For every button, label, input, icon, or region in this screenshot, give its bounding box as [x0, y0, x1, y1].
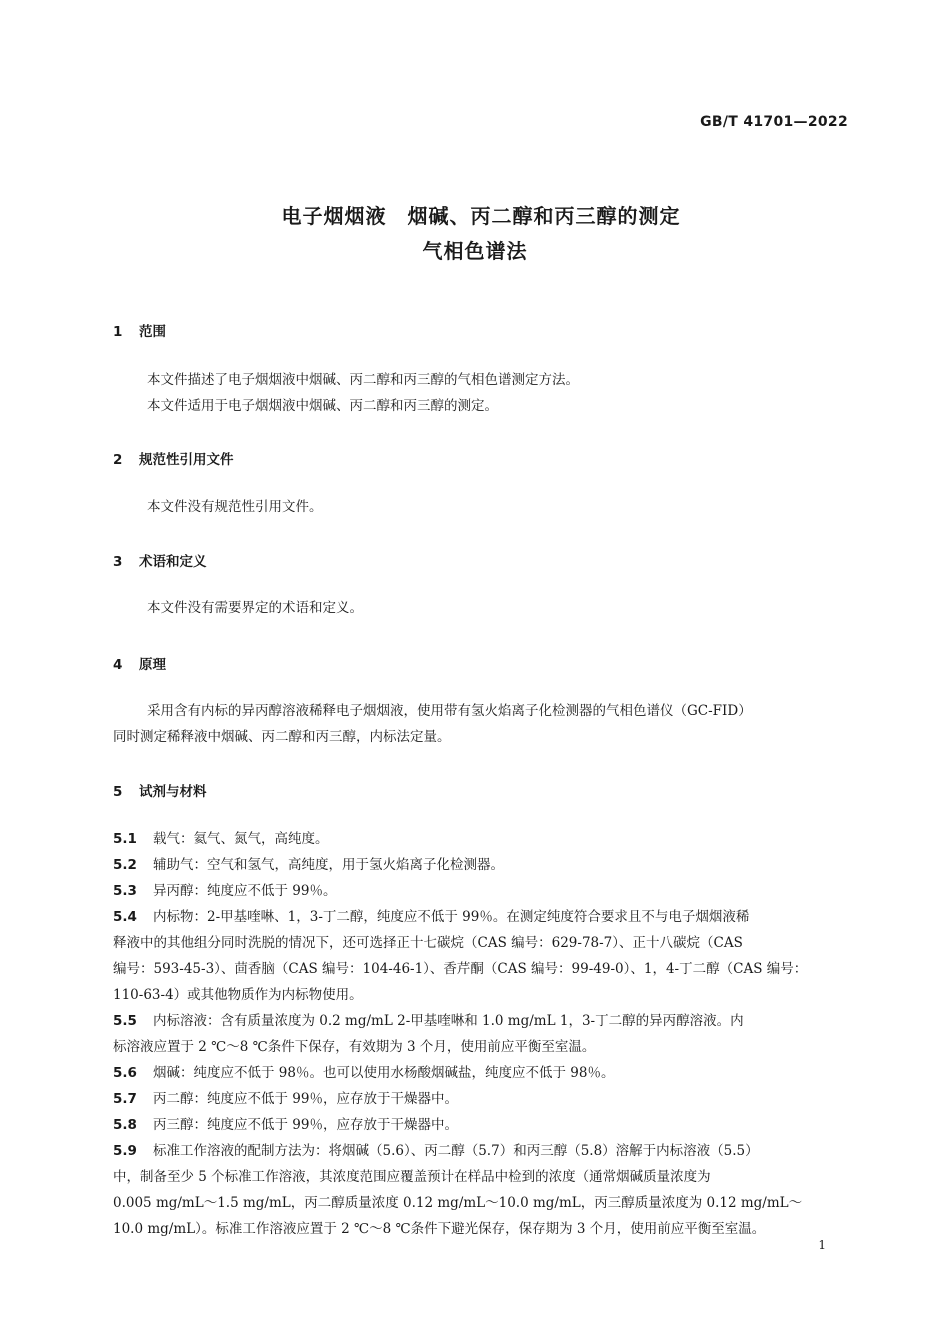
section-5-number: 5	[113, 784, 123, 800]
document-title-line-1: 电子烟烟液 烟碱、丙二醇和丙三醇的测定	[281, 204, 681, 228]
item-5-9-text-line-3: 0.005 mg/mL～1.5 mg/mL，丙二醇质量浓度 0.12 mg/mL～10.0 mg/mL，丙三醇质量浓度为 0.12 mg/mL～	[113, 1195, 803, 1211]
item-5-9-text-line-1: 标准工作溶液的配制方法为：将烟碱（5.6）、丙二醇（5.7）和丙三醇（5.8）溶解于内标溶液（5.5）	[153, 1143, 759, 1159]
section-1-paragraph-1: 本文件描述了电子烟烟液中烟碱、丙二醇和丙三醇的气相色谱测定方法。	[147, 372, 579, 388]
item-5-3-text: 异丙醇：纯度应不低于 99％。	[153, 883, 337, 899]
section-5-heading	[113, 780, 207, 800]
item-5-4-text-line-3: 编号：593-45-3）、茴香脑（CAS 编号：104-46-1）、香芹酮（CAS 编号：99-49-0）、1，4-丁二醇（CAS 编号：	[113, 961, 808, 977]
section-2-title: 规范性引用文件	[139, 452, 234, 468]
item-5-5-number: 5.5	[113, 1013, 137, 1029]
item-5-7	[113, 1087, 458, 1107]
section-1-heading	[113, 320, 166, 340]
item-5-5-text-line-1: 内标溶液：含有质量浓度为 0.2 mg/mL 2-甲基喹啉和 1.0 mg/mL 1，3-丁二醇的异丙醇溶液。内	[153, 1013, 744, 1029]
item-5-5-text-line-2: 标溶液应置于 2 ℃～8 ℃条件下保存，有效期为 3 个月，使用前应平衡至室温。	[113, 1039, 596, 1055]
section-4-line-1: 采用含有内标的异丙醇溶液稀释电子烟烟液，使用带有氢火焰离子化检测器的气相色谱仪（GC-FID）	[147, 703, 752, 719]
section-5-title: 试剂与材料	[139, 784, 207, 800]
document-code: GB/T 41701—2022	[700, 114, 848, 130]
item-5-5	[113, 1009, 744, 1029]
section-2-number: 2	[113, 452, 123, 468]
section-1-number: 1	[113, 324, 123, 340]
section-2-paragraph-1: 本文件没有规范性引用文件。	[147, 499, 323, 515]
section-1-paragraph-2: 本文件适用于电子烟烟液中烟碱、丙二醇和丙三醇的测定。	[147, 398, 498, 414]
item-5-4-text-line-1: 内标物：2-甲基喹啉、1，3-丁二醇，纯度应不低于 99％。在测定纯度符合要求且不与电子烟烟液稀	[153, 909, 750, 925]
item-5-4-number: 5.4	[113, 909, 137, 925]
section-3-title: 术语和定义	[139, 554, 207, 570]
item-5-8-text: 丙三醇：纯度应不低于 99％，应存放于干燥器中。	[153, 1117, 458, 1133]
section-4-number: 4	[113, 657, 123, 673]
item-5-3-number: 5.3	[113, 883, 137, 899]
section-4-title: 原理	[139, 657, 166, 673]
item-5-4-text-line-4: 110-63-4）或其他物质作为内标物使用。	[113, 987, 363, 1003]
item-5-9-number: 5.9	[113, 1143, 137, 1159]
item-5-6-number: 5.6	[113, 1065, 137, 1081]
item-5-1-text: 载气：氦气、氮气，高纯度。	[153, 831, 329, 847]
section-2-heading	[113, 448, 234, 468]
item-5-2	[113, 853, 504, 873]
section-3-number: 3	[113, 554, 123, 570]
item-5-9-text-line-2: 中，制备至少 5 个标准工作溶液，其浓度范围应覆盖预计在样品中检到的浓度（通常烟碱质量浓度为	[113, 1169, 711, 1185]
page-number: 1	[818, 1238, 826, 1252]
item-5-2-number: 5.2	[113, 857, 137, 873]
item-5-7-number: 5.7	[113, 1091, 137, 1107]
item-5-7-text: 丙二醇：纯度应不低于 99％，应存放于干燥器中。	[153, 1091, 458, 1107]
section-3-heading	[113, 550, 207, 570]
item-5-6-text: 烟碱：纯度应不低于 98％。也可以使用水杨酸烟碱盐，纯度应不低于 98％。	[153, 1065, 615, 1081]
item-5-4	[113, 905, 749, 925]
item-5-8	[113, 1113, 458, 1133]
document-title-line-2: 气相色谱法	[422, 239, 528, 263]
section-4-line-2: 同时测定稀释液中烟碱、丙二醇和丙三醇，内标法定量。	[113, 729, 451, 745]
item-5-6	[113, 1061, 614, 1081]
section-4-heading	[113, 653, 166, 673]
item-5-8-number: 5.8	[113, 1117, 137, 1133]
section-3-paragraph-1: 本文件没有需要界定的术语和定义。	[147, 600, 363, 616]
section-1-title: 范围	[139, 324, 166, 340]
item-5-9	[113, 1139, 759, 1159]
item-5-3	[113, 879, 336, 899]
item-5-1	[113, 827, 329, 847]
item-5-2-text: 辅助气：空气和氢气，高纯度，用于氢火焰离子化检测器。	[153, 857, 504, 873]
item-5-9-text-line-4: 10.0 mg/mL）。标准工作溶液应置于 2 ℃～8 ℃条件下避光保存，保存期为 3 个月，使用前应平衡至室温。	[113, 1221, 766, 1237]
item-5-1-number: 5.1	[113, 831, 137, 847]
item-5-4-text-line-2: 释液中的其他组分同时洗脱的情况下，还可选择正十七碳烷（CAS 编号：629-78-7）、正十八碳烷（CAS	[113, 935, 743, 951]
